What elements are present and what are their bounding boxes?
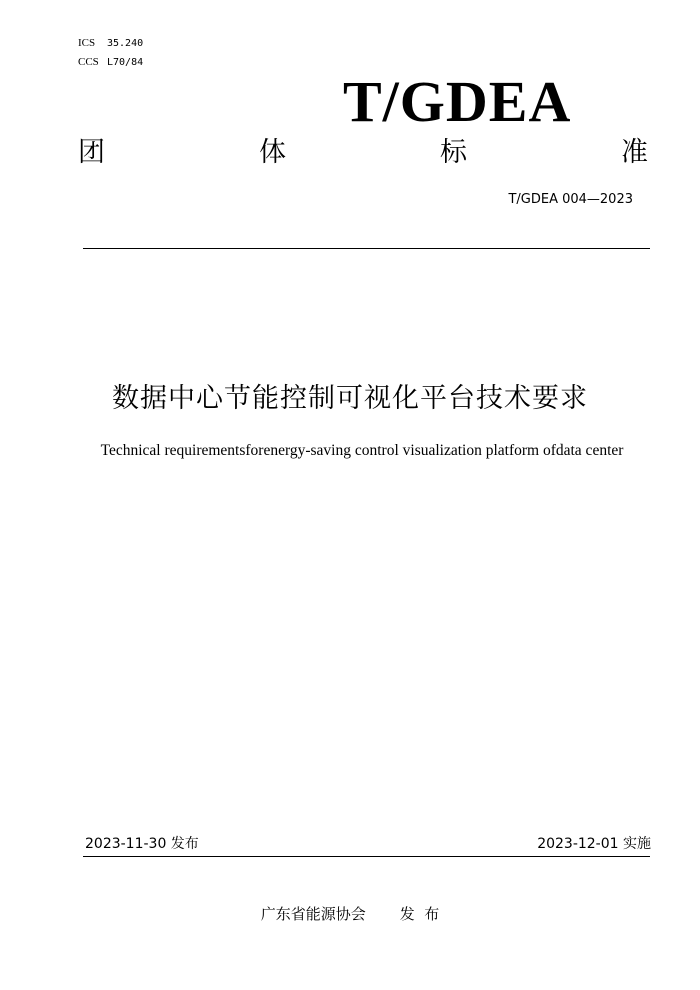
header-divider: [83, 248, 650, 249]
implement-date: 2023-12-01 实施: [537, 836, 651, 852]
ccs-label: CCS: [78, 56, 99, 68]
issuer-action: 发 布: [399, 905, 440, 923]
standard-kind-char: 标: [440, 137, 467, 168]
issuer-organization: 广东省能源协会: [260, 905, 366, 923]
document-title-english: Technical requirementsforenergy-saving control visualization platform ofdata center: [100, 442, 624, 459]
ccs-value: L70/84: [107, 57, 144, 68]
issuer-line: [0, 903, 700, 925]
standard-kind-char: 体: [259, 137, 286, 168]
ics-row: [78, 34, 143, 53]
standard-kind: [78, 133, 648, 173]
standard-kind-char: 准: [621, 137, 648, 168]
standard-number: T/GDEA 004—2023: [508, 192, 633, 207]
ccs-row: [78, 53, 143, 72]
ics-label: ICS: [78, 37, 96, 49]
association-logo-text: T/GDEA: [343, 69, 572, 134]
footer-divider: [83, 856, 650, 857]
classification-block: [78, 34, 143, 72]
publish-date: 2023-11-30 发布: [85, 836, 199, 852]
document-title-chinese: 数据中心节能控制可视化平台技术要求: [112, 383, 588, 414]
ics-value: 35.240: [107, 38, 144, 49]
standard-kind-char: 团: [78, 137, 105, 168]
